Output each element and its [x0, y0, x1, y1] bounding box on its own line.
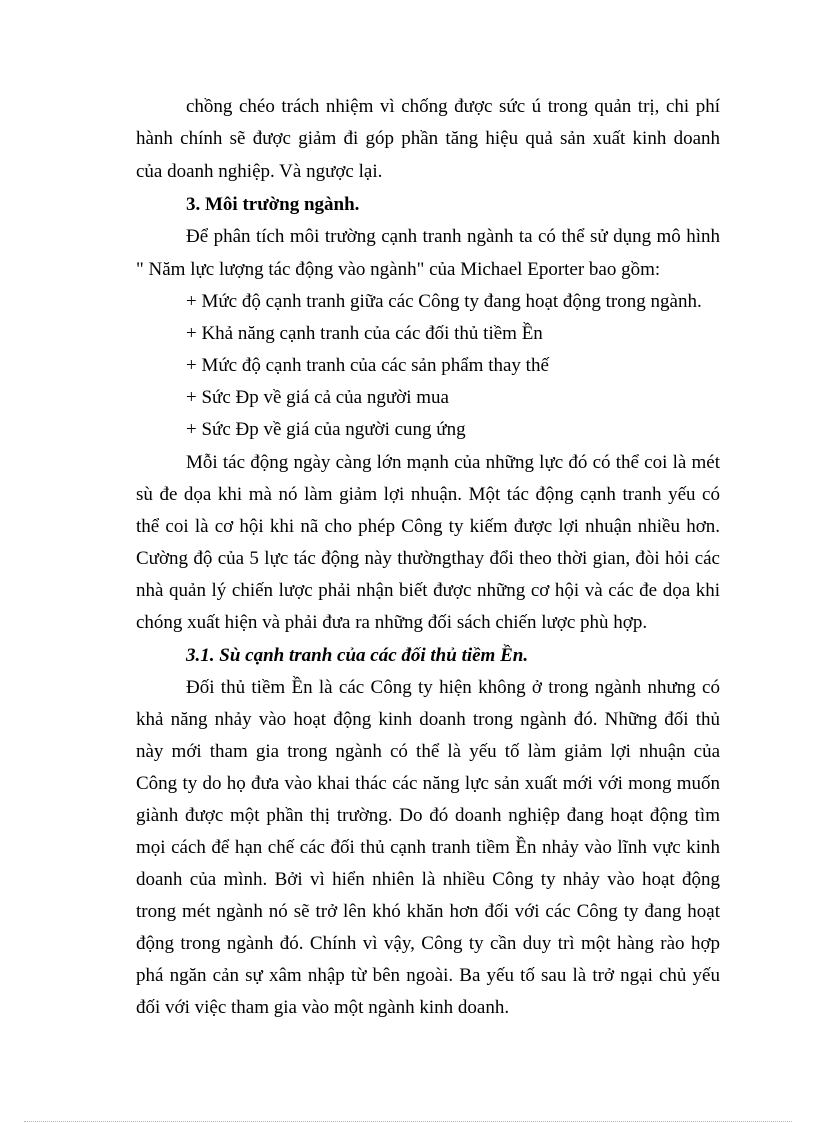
text-line: này mới tham gia trong ngành có thể là yếu tố làm giảm lợi nhuận của: [136, 741, 720, 762]
text-line: Mỗi tác động ngày càng lớn mạnh của những lực đó có thể coi là mét: [186, 452, 720, 473]
text-line: chồng chéo trách nhiệm vì chống được sức ú trong quản trị, chi phí: [186, 96, 720, 117]
list-item: + Mức độ cạnh tranh giữa các Công ty đang hoạt động trong ngành.: [186, 291, 702, 312]
text-line: của doanh nghiệp. Và ngược lại.: [136, 161, 383, 182]
subsection-heading: 3.1. Sù cạnh tranh của các đối thủ tiềm Ền.: [186, 645, 529, 666]
text-line: Cường độ của 5 lực tác động này thườngthay đổi theo thời gian, đòi hỏi các: [136, 548, 720, 569]
text-line: nhà quản lý chiến lược phải nhận biết được những cơ hội và các đe dọa khi: [136, 580, 720, 601]
text-line: " Năm lực lượng tác động vào ngành" của Michael Eporter bao gồm:: [136, 259, 661, 280]
list-item: + Mức độ cạnh tranh của các sản phẩm thay thế: [186, 355, 549, 376]
page-bottom-rule: [24, 1121, 792, 1122]
text-line: động trong ngành đó. Chính vì vậy, Công ty cần duy trì một hàng rào hợp: [136, 933, 720, 954]
text-line: phá ngăn cản sự xâm nhập từ bên ngoài. Ba yếu tố sau là trở ngại chủ yếu: [136, 965, 720, 986]
text-line: Để phân tích môi trường cạnh tranh ngành ta có thể sử dụng mô hình: [186, 226, 720, 247]
text-line: Công ty do họ đưa vào khai thác các năng lực sản xuất mới với mong muốn: [136, 773, 720, 794]
list-item: + Sức Ðp về giá cả của người mua: [186, 387, 449, 408]
text-line: thể coi là cơ hội khi nã cho phép Công ty kiếm được lợi nhuận nhiều hơn.: [136, 516, 720, 537]
text-line: trong mét ngành nó sẽ trở lên khó khăn hơn đối với các Công ty đang hoạt: [136, 901, 720, 922]
text-line: chóng xuất hiện và phải đưa ra những đối sách chiến lược phù hợp.: [136, 612, 648, 633]
text-line: doanh của mình. Bởi vì hiển nhiên là nhiều Công ty nhảy vào hoạt động: [136, 869, 720, 890]
section-heading: 3. Môi trường ngành.: [186, 194, 360, 215]
text-line: Đối thủ tiềm Ền là các Công ty hiện không ở trong ngành nhưng có: [186, 677, 720, 698]
list-item: + Sức Ðp về giá của người cung ứng: [186, 419, 466, 440]
text-line: đối với việc tham gia vào một ngành kinh doanh.: [136, 997, 510, 1018]
text-line: sù đe dọa khi mà nó làm giảm lợi nhuận. Một tác động cạnh tranh yếu có: [136, 484, 720, 505]
text-line: giành được một phần thị trường. Do đó doanh nghiệp đang hoạt động tìm: [136, 805, 720, 826]
list-item: + Khả năng cạnh tranh của các đối thủ tiềm Ền: [186, 323, 543, 344]
text-line: hành chính sẽ được giảm đi góp phần tăng hiệu quả sản xuất kinh doanh: [136, 128, 720, 149]
text-line: khả năng nhảy vào hoạt động kinh doanh trong ngành đó. Những đối thủ: [136, 709, 720, 730]
text-line: mọi cách để hạn chế các đối thủ cạnh tranh tiềm Ền nhảy vào lĩnh vực kinh: [136, 837, 720, 858]
